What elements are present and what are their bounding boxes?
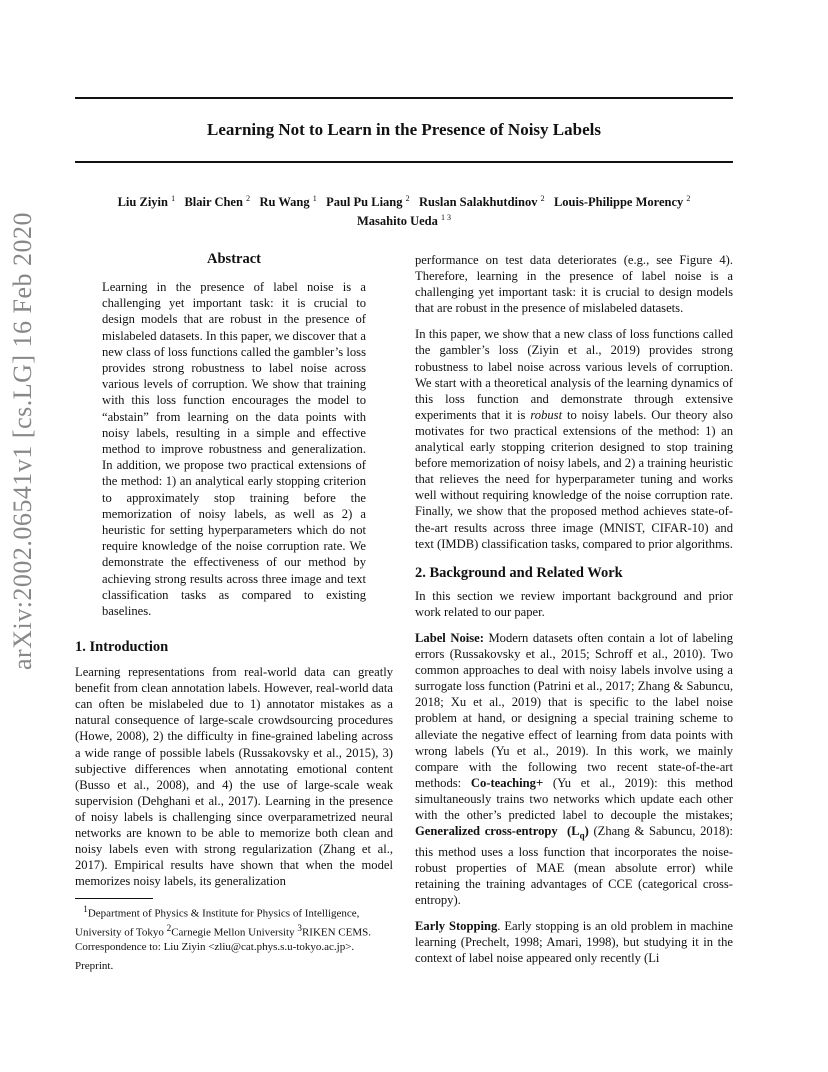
author-list xyxy=(75,191,733,229)
author: Louis-Philippe Morency $^2$ xyxy=(553,194,691,210)
paragraph: In this paper, we show that a new class of loss functions called the gambler’s loss (Ziyin et al., 2019) provides strong robustness to label noise across various levels of corruption. We start with a theoretical analysis of the learning dynamics of this loss function and demonstrate through extensive experiments that it is robust to noisy labels. Our theory also motivates for two practical extensions of the method: 1) an analytical early stopping criterion designed to stop training before memorization of noisy labels, and 2) a training heuristic that relieves the need for hyperparameter tuning and works well without requiring knowledge of the noise corruption rate. Finally, we show that the proposed method achieves state-of-the-art results across three image (MNIST, CIFAR-10) and text (IMDB) classification tasks, compared to prior algorithms. xyxy=(415,327,733,551)
title-rule-bottom xyxy=(75,161,733,163)
title-rule-top xyxy=(75,97,733,99)
intro-paragraph: Learning representations from real-world data can greatly benefit from clean annotation labels. However, real-world data can often be mislabeled due to 1) annotator mistakes as a natural consequence of large-scale crowdsourcing procedures (Howe, 2008), 2) the difficulty in fine-grained labeling across a wide range of possible labels (Russakovsky et al., 2015), 3) subjective differences when annotating emotional content (Busso et al., 2008), and 4) the use of large-scale weak supervision (Dehghani et al., 2017). Learning in the presence of noisy labels is challenging since overparametrized neural networks are known to be able to memorize both clean and noisy labels even with strong regularization (Zhang et al., 2017). Empirical results have shown that when the model memorizes noisy labels, its generalization xyxy=(75,665,393,889)
paragraph: In this section we review important background and prior work related to our paper. xyxy=(415,588,733,619)
footnote: $^1$Department of Physics & Institute for Physics of Intelligence, University of Tokyo $^2$Carnegie Mellon University $^3$RIKEN CEMS. Correspondence to: Liu Ziyin <zliu@cat.phys.s.u-tokyo.ac.jp>. xyxy=(75,904,371,954)
right-column xyxy=(415,252,733,966)
author: Masahito Ueda $^{1 3}$ xyxy=(356,213,452,229)
author: Ru Wang $^1$ xyxy=(259,194,317,210)
abstract-text: Learning in the presence of label noise is a challenging yet important task: it is crucial to design models that are robust in the presence of mislabeled datasets. In this paper, we discover that a new class of loss functions called the gambler’s loss provides strong robustness to label noise across various levels of corruption. We show that training with this loss function encourages the model to “abstain” from learning on the data points with noisy labels, resulting in a simple and effective method to improve robustness and generalization. In addition, we propose two practical extensions of the method: 1) an analytical early stopping criterion to approximately stop training before the memorization of noisy labels, as well as 2) a heuristic for setting hyperparameters which do not require knowledge of the noise corruption rate. We demonstrate the effectiveness of our method by achieving strong results across three image and text classification tasks as compared to existing baselines. xyxy=(102,280,366,619)
label-noise-paragraph: Label Noise: Modern datasets often contain a lot of labeling errors (Russakovsky et al., 2015; Schroff et al., 2010). Two common approaches to deal with noisy labels involve using a surrogate loss function (Patrini et al., 2017; Zhang & Sabuncu, 2018; Xu et al., 2019) that is specific to the label noise problem at hand, or designing a special training scheme to alleviate the negative effect of learning from data points with wrong labels (Yu et al., 2019). In this work, we mainly compare with the following two recent state-of-the-art methods: Co-teaching+ (Yu et al., 2019): this method simultaneously trains two networks which update each other with the other’s predicted label to decouple the mistakes; Generalized cross-entropy $(L_q)$ (Zhang & Sabuncu, 2018): this method uses a loss function that incorporates the noise-robust properties of MAE (mean absolute error) while retaining the training advantages of CCE (categorical cross-entropy). xyxy=(415,630,733,907)
paper-title: Learning Not to Learn in the Presence of Noisy Labels xyxy=(207,120,601,139)
author: Liu Ziyin $^1$ xyxy=(117,194,176,210)
author: Paul Pu Liang $^2$ xyxy=(326,194,410,210)
abstract-heading: Abstract xyxy=(207,251,261,267)
footnote-rule xyxy=(75,898,153,899)
arxiv-stamp-text: arXiv:2002.06541v1 [cs.LG] 16 Feb 2020 xyxy=(8,211,37,670)
intro-heading: 1. Introduction xyxy=(75,639,169,655)
introduction-section xyxy=(75,639,393,889)
author: Blair Chen $^2$ xyxy=(184,194,251,210)
paragraph: performance on test data deteriorates (e.g., see Figure 4). Therefore, learning in the presence of label noise is a challenging yet important task: it is crucial to design models that are robust in the presence of mislabeled datasets. xyxy=(415,253,733,316)
author: Ruslan Salakhutdinov $^2$ xyxy=(419,194,545,210)
preprint-note: Preprint. xyxy=(75,960,114,972)
background-heading: 2. Background and Related Work xyxy=(415,564,623,581)
early-stopping-paragraph: Early Stopping. Early stopping is an old problem in machine learning (Prechelt, 1998; Amari, 1998), but studying it in the context of label noise appeared only recently (Li xyxy=(415,919,733,966)
